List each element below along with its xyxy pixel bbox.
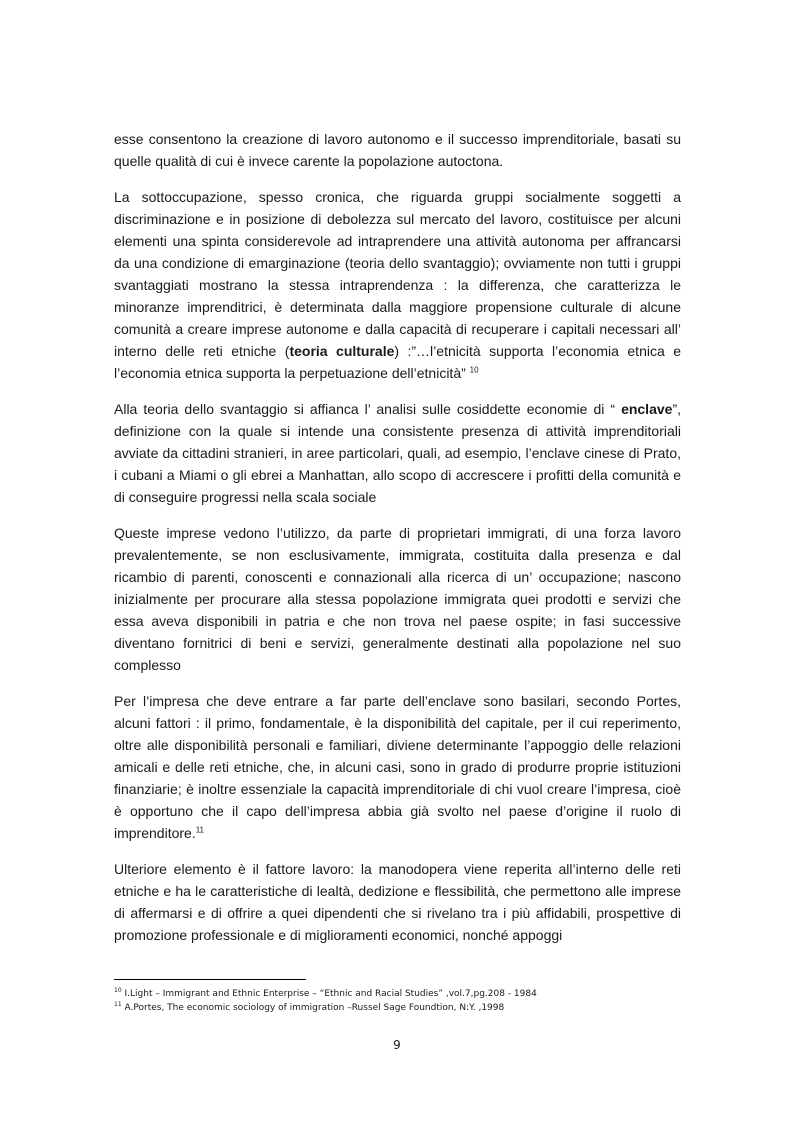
paragraph-text: ) :”…l’etnicità supporta l’economia etnica e l’economia etnica supporta la perpetuazione dell’etnicità” bbox=[114, 343, 681, 381]
paragraph-text: ”, definizione con la quale si intende una consistente presenza di attività imprenditoriali avviate da cittadini stranieri, in aree particolari, quali, ad esempio, l’enclave cinese di Prato, i cubani a Miami o gli ebrei a Manhattan, allo scopo di accrescere i profitti della comunità e di conseguire progressi nella scala sociale bbox=[114, 401, 681, 505]
paragraph-2 bbox=[114, 186, 681, 384]
page-number: 9 bbox=[393, 1038, 401, 1052]
footnote-text: A.Portes, The economic sociology of immigration –Russel Sage Foundtion, N:Y. ,1998 bbox=[124, 1003, 505, 1013]
footnote-number: 10 bbox=[114, 987, 122, 994]
paragraph-text: Per l’impresa che deve entrare a far parte dell’enclave sono basilari, secondo Portes, alcuni fattori : il primo, fondamentale, è la disponibilità del capitale, per il cui reperimento, oltre alle disponibilità personali e familiari, diviene determinante l’appoggio delle relazioni amicali e delle reti etniche, che, in alcuni casi, sono in grado di produrre proprie istituzioni finanziarie; è inoltre essenziale la capacità imprenditoriale di chi vuol creare l’impresa, cioè è opportuno che il capo dell’impresa abbia già svolto nel paese d’origine il ruolo di imprenditore. bbox=[114, 693, 681, 841]
footnote-ref-10[interactable]: 10 bbox=[469, 365, 479, 375]
paragraph-3 bbox=[114, 398, 681, 508]
footnote-10 bbox=[114, 987, 681, 1001]
paragraph-6 bbox=[114, 858, 681, 946]
footnote-11 bbox=[114, 1001, 681, 1015]
bold-term-enclave: enclave bbox=[621, 401, 673, 417]
bold-term-teoria-culturale: teoria culturale bbox=[289, 343, 395, 359]
footnote-number: 11 bbox=[114, 1001, 122, 1008]
footnote-ref-11[interactable]: 11 bbox=[195, 825, 205, 835]
body-text bbox=[114, 128, 681, 960]
paragraph-text: Alla teoria dello svantaggio si affianca l’ analisi sulle cosiddette economie di “ bbox=[114, 401, 622, 417]
paragraph-text: La sottoccupazione, spesso cronica, che riguarda gruppi socialmente soggetti a discriminazione e in posizione di debolezza sul mercato del lavoro, costituisce per alcuni elementi una spinta considerevole ad intraprendere una attività autonoma per affrancarsi da una condizione di emarginazione (teoria dello svantaggio); ovviamente non tutti i gruppi svantaggiati mostrano la stessa intraprendenza : la differenza, che caratterizza le minoranze imprenditrici, è determinata dalla maggiore propensione culturale di alcune comunità a creare imprese autonome e dalla capacità di recuperare i capitali necessari all’ interno delle reti etniche ( bbox=[114, 189, 681, 359]
paragraph-5 bbox=[114, 690, 681, 844]
paragraph-4 bbox=[114, 522, 681, 676]
footnote-text: I.Light – Immigrant and Ethnic Enterprise – “Ethnic and Racial Studies” ,vol.7,pg.208 - 1984 bbox=[124, 989, 537, 999]
footnotes bbox=[114, 987, 681, 1015]
paragraph-text: esse consentono la creazione di lavoro autonomo e il successo imprenditoriale, basati su quelle qualità di cui è invece carente la popolazione autoctona. bbox=[114, 131, 681, 169]
paragraph-1 bbox=[114, 128, 681, 172]
paragraph-text: Ulteriore elemento è il fattore lavoro: la manodopera viene reperita all’interno delle reti etniche e ha le caratteristiche di lealtà, dedizione e flessibilità, che permettono alle imprese di affermarsi e di offrire a quei dipendenti che si rivelano tra i più affidabili, prospettive di promozione professionale e di miglioramenti economici, nonché appoggi bbox=[114, 861, 681, 943]
paragraph-text: Queste imprese vedono l’utilizzo, da parte di proprietari immigrati, di una forza lavoro prevalentemente, se non esclusivamente, immigrata, costituita dalla presenza e dal ricambio di parenti, conoscenti e connazionali alla ricerca di un’ occupazione; nascono inizialmente per procurare alla stessa popolazione immigrata quei prodotti e servizi che essa aveva disponibili in patria e che non trova nel paese ospite; in fasi successive diventano fornitrici di beni e servizi, generalmente destinati alla popolazione nel suo complesso bbox=[114, 525, 681, 673]
footnote-separator bbox=[114, 979, 306, 980]
